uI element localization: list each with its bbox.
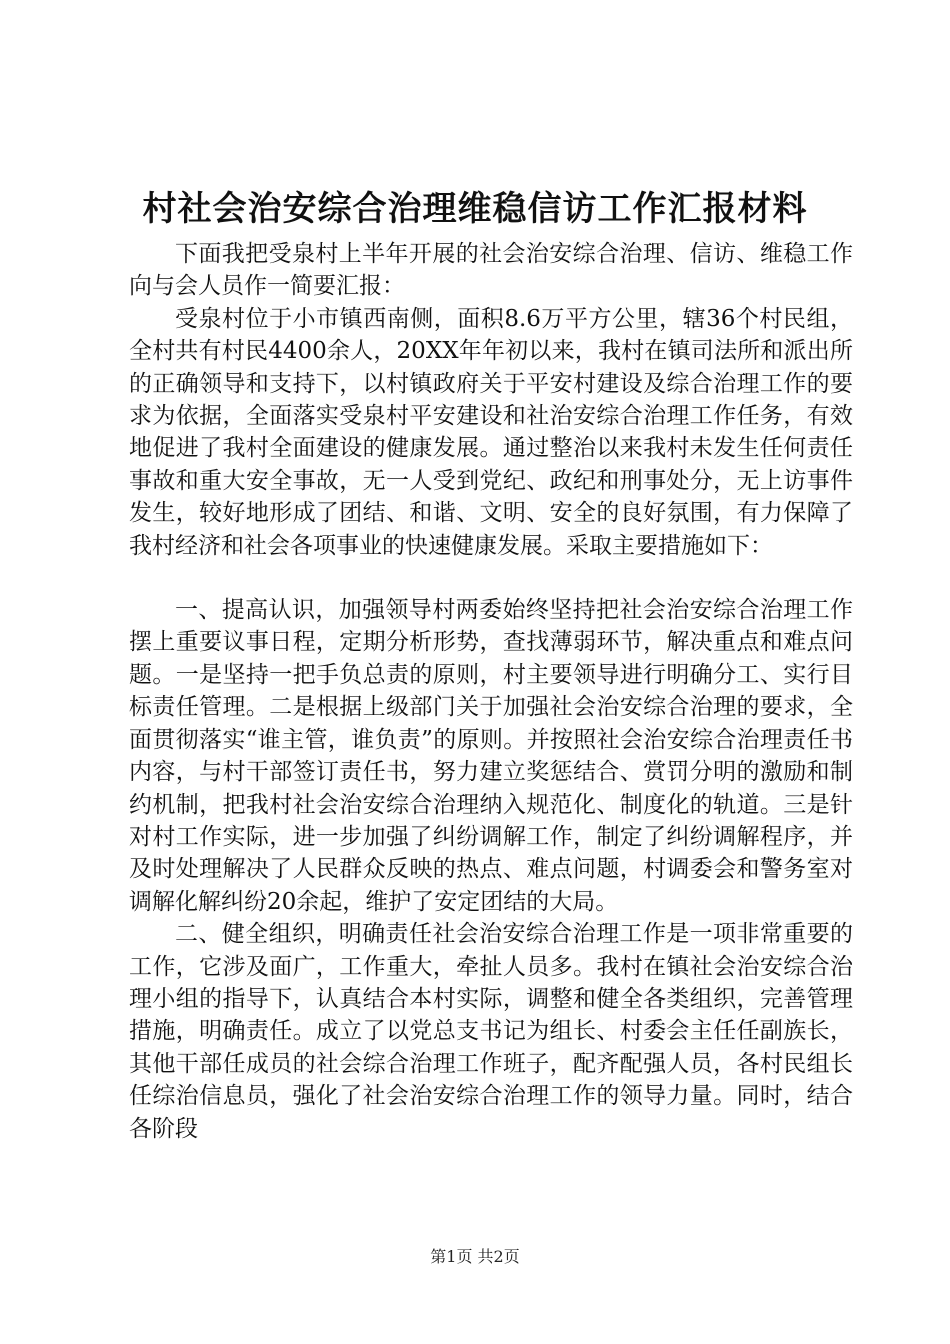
document-body (129, 238, 853, 1145)
paragraph-overview: 受泉村位于小市镇西南侧，面积8.6万平方公里，辖36个村民组，全村共有村民4400余人，20XX年年初以来，我村在镇司法所和派出所的正确领导和支持下，以村镇政府关于平安村建设及综合治理工作的要求为依据，全面落实受泉村平安建设和社治安综合治理工作任务，有效地促进了我村全面建设的健康发展。通过整治以来我村未发生任何责任事故和重大安全事故，无一人受到党纪、政纪和刑事处分，无上访事件发生，较好地形成了团结、和谐、文明、安全的良好氛围，有力保障了我村经济和社会各项事业的快速健康发展。采取主要措施如下： (129, 305, 853, 559)
paragraph-intro: 下面我把受泉村上半年开展的社会治安综合治理、信访、维稳工作向与会人员作一简要汇报： (129, 241, 853, 300)
paragraph-section-one: 一、提高认识，加强领导村两委始终坚持把社会治安综合治理工作摆上重要议事日程，定期分析形势，查找薄弱环节，解决重点和难点问题。一是坚持一把手负总责的原则，村主要领导进行明确分工、实行目标责任管理。二是根据上级部门关于加强社会治安综合治理的要求，全面贯彻落实“谁主管，谁负责”的原则。并按照社会治安综合治理责任书内容，与村干部签订责任书，努力建立奖惩结合、赏罚分明的激励和制约机制，把我村社会治安综合治理纳入规范化、制度化的轨道。三是针对村工作实际，进一步加强了纠纷调解工作，制定了纠纷调解程序，并及时处理解决了人民群众反映的热点、难点问题，村调委会和警务室对调解化解纠纷20余起，维护了安定团结的大局。 (129, 597, 853, 915)
paragraph-spacer (129, 562, 853, 594)
document-title: 村社会治安综合治理维稳信访工作汇报材料 (142, 189, 808, 229)
paragraph-section-two: 二、健全组织，明确责任社会治安综合治理工作是一项非常重要的工作，它涉及面广，工作重大，牵扯人员多。我村在镇社会治安综合治理小组的指导下，认真结合本村实际，调整和健全各类组织，完善管理措施，明确责任。成立了以党总支书记为组长、村委会主任任副族长，其他干部任成员的社会综合治理工作班子，配齐配强人员，各村民组长任综治信息员，强化了社会治安综合治理工作的领导力量。同时，结合各阶段 (129, 921, 853, 1142)
page-number-footer: 第1页 共2页 (430, 1247, 520, 1266)
